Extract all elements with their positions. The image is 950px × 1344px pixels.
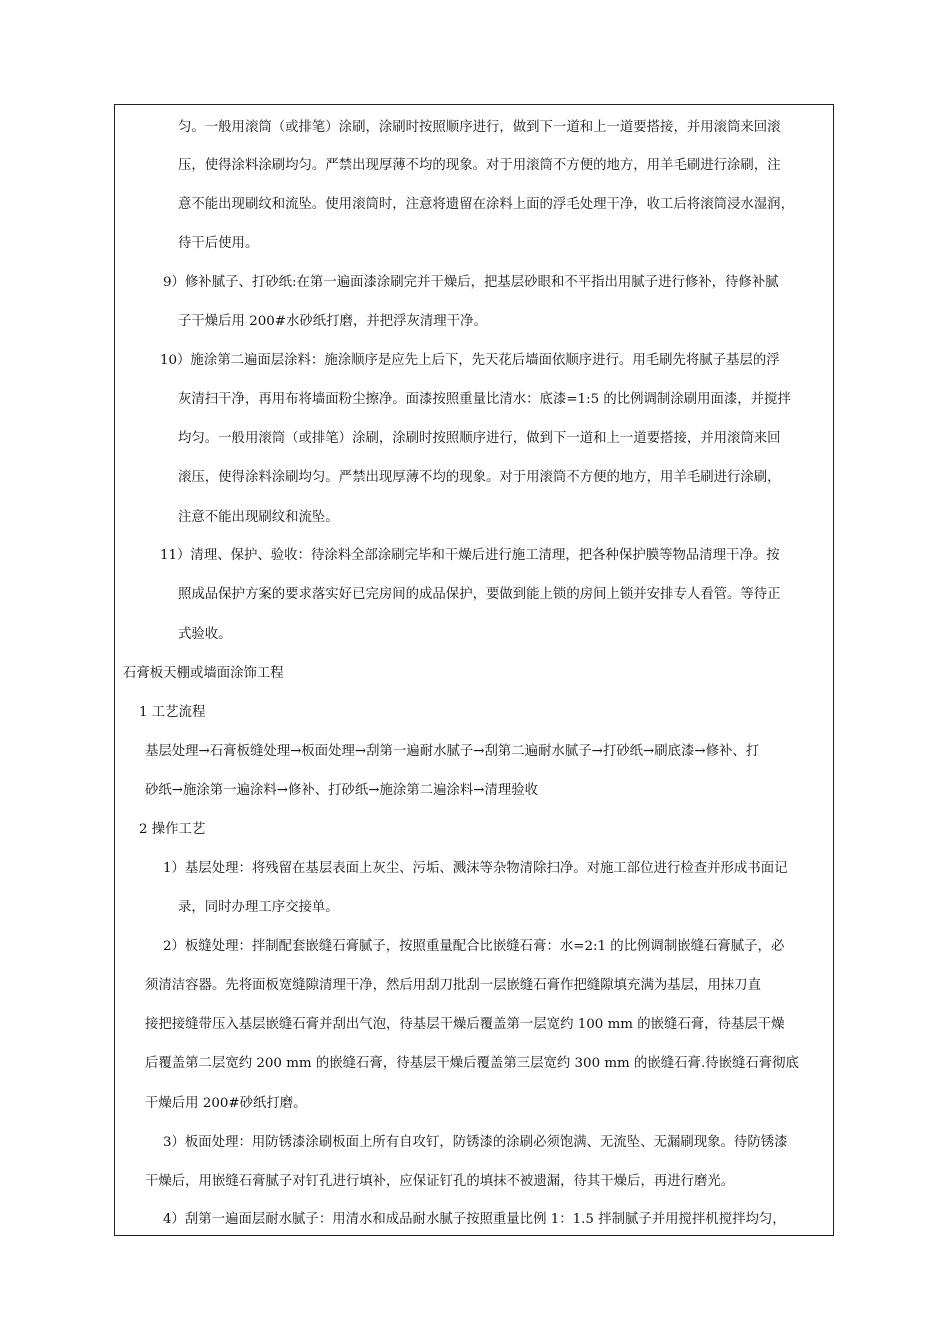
text-line: 接把接缝带压入基层嵌缝石膏并刮出气泡，待基层干燥后覆盖第一层宽约 100 mm 的嵌缝石膏，待基层干燥 — [145, 1017, 785, 1032]
text-line: 砂纸→施涂第一遍涂料→修补、打砂纸→施涂第二遍涂料→清理验收 — [145, 783, 539, 798]
text-line: 录，同时办理工序交接单。 — [178, 900, 339, 915]
text-line: 意不能出现刷纹和流坠。使用滚筒时，注意将遗留在涂料上面的浮毛处理干净，收工后将滚筒浸水湿润， — [178, 197, 794, 212]
text-line: 均匀。一般用滚筒（或排笔）涂刷，涂刷时按照顺序进行，做到下一道和上一道要搭接，并用滚筒来回 — [178, 431, 781, 446]
text-line: 2）板缝处理：拌制配套嵌缝石膏腻子，按照重量配合比嵌缝石膏：水=2:1 的比例调制嵌缝石膏腻子，必 — [163, 939, 785, 954]
section-title: 石膏板天棚或墙面涂饰工程 — [123, 666, 284, 681]
section-heading: 2 操作工艺 — [139, 822, 206, 837]
text-line: 照成品保护方案的要求落实好已完房间的成品保护，要做到能上锁的房间上锁并安排专人看管。等待正 — [178, 587, 781, 602]
text-line: 干燥后用 200#砂纸打磨。 — [145, 1096, 307, 1111]
text-line: 后覆盖第二层宽约 200 mm 的嵌缝石膏，待基层干燥后覆盖第三层宽约 300 mm 的嵌缝石膏.待嵌缝石膏彻底 — [145, 1056, 799, 1071]
text-line: 压，使得涂料涂刷均匀。严禁出现厚薄不均的现象。对于用滚筒不方便的地方，用羊毛刷进行涂刷，注 — [178, 158, 781, 173]
text-line: 注意不能出现刷纹和流坠。 — [178, 510, 339, 525]
text-line: 子干燥后用 200#水砂纸打磨，并把浮灰清理干净。 — [178, 314, 487, 329]
text-line: 待干后使用。 — [178, 236, 259, 251]
text-line: 1）基层处理：将残留在基层表面上灰尘、污垢、溅沫等杂物清除扫净。对施工部位进行检查并形成书面记 — [163, 861, 788, 876]
section-heading: 1 工艺流程 — [139, 705, 206, 720]
text-line: 4）刮第一遍面层耐水腻子：用清水和成品耐水腻子按照重量比例 1：1.5 拌制腻子并用搅拌机搅拌均匀， — [163, 1212, 786, 1227]
text-line: 灰清扫干净，再用布将墙面粉尘擦净。面漆按照重量比清水：底漆=1:5 的比例调制涂刷用面漆，并搅拌 — [178, 392, 791, 407]
text-line: 须清洁容器。先将面板宽缝隙清理干净，然后用刮刀批刮一层嵌缝石膏作把缝隙填充满为基层，用抹刀直 — [145, 978, 761, 993]
text-line: 3）板面处理：用防锈漆涂刷板面上所有自攻钉，防锈漆的涂刷必须饱满、无流坠、无漏刷现象。待防锈漆 — [163, 1135, 788, 1150]
text-line: 滚压，使得涂料涂刷均匀。严禁出现厚薄不均的现象。对于用滚筒不方便的地方，用羊毛刷进行涂刷， — [178, 470, 781, 485]
text-line: 9）修补腻子、打砂纸:在第一遍面漆涂刷完并干燥后，把基层砂眼和不平指出用腻子进行修补，待修补腻 — [163, 275, 779, 290]
text-line: 干燥后，用嵌缝石膏腻子对钉孔进行填补，应保证钉孔的填抹不被遗漏，待其干燥后，再进行磨光。 — [145, 1174, 735, 1189]
text-line: 式验收。 — [178, 627, 232, 642]
text-line: 匀。一般用滚筒（或排笔）涂刷，涂刷时按照顺序进行，做到下一道和上一道要搭接，并用滚筒来回滚 — [178, 120, 781, 135]
text-line: 基层处理→石膏板缝处理→板面处理→刮第一遍耐水腻子→刮第二遍耐水腻子→打砂纸→刷底漆→修补、打 — [145, 744, 760, 759]
text-line: 11）清理、保护、验收：待涂料全部涂刷完毕和干燥后进行施工清理，把各种保护膜等物品清理干净。按 — [160, 548, 780, 563]
text-line: 10）施涂第二遍面层涂料：施涂顺序是应先上后下，先天花后墙面依顺序进行。用毛刷先将腻子基层的浮 — [160, 353, 780, 368]
